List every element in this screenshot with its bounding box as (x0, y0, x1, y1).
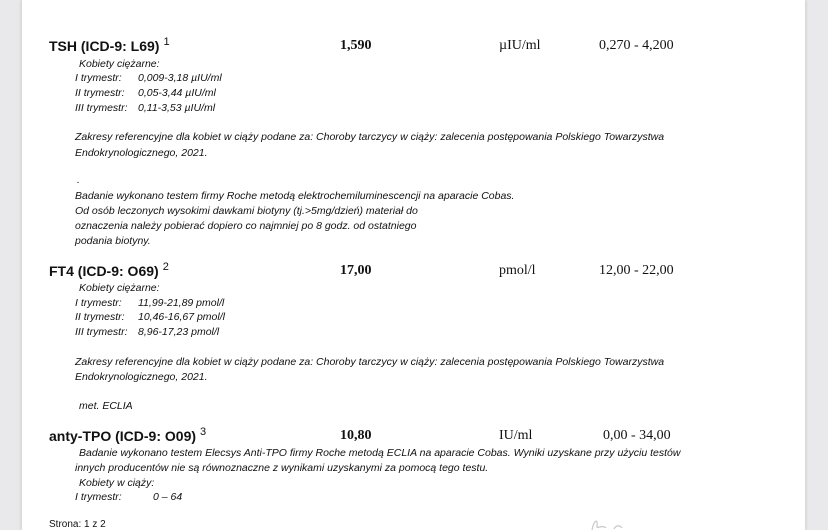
method-note-line: oznaczenia należy pobierać dopiero co najmniej po 8 godz. od ostatniego (75, 220, 417, 232)
signature-fragment (588, 516, 628, 530)
reference-note-line: Zakresy referencyjne dla kobiet w ciąży podane za: Choroby tarczycy w ciąży: zalecenia postępowania Polskiego Towarzystwa (75, 356, 665, 368)
reference-range: 0,00 - 34,00 (603, 428, 671, 443)
test-value: 1,590 (340, 38, 372, 53)
trimester-label: I trymestr: (75, 297, 122, 309)
test-name-tsh: TSH (ICD-9: L69) $^1$ (49, 36, 170, 54)
test-unit: IU/ml (499, 428, 533, 443)
trimester-value: 0 – 64 (153, 491, 183, 503)
method-note-line: Badanie wykonano testem Elecsys Anti-TPO firmy Roche metodą ECLIA na aparacie Cobas. Wyniki uzyskane przy użyciu testów (79, 447, 681, 459)
trimester-label: III trymestr: (75, 102, 128, 114)
trimester-label: II trymestr: (75, 87, 125, 99)
pregnancy-header: Kobiety ciężarne: (79, 58, 160, 70)
method-note-line: innych producentów nie są równoznaczne z wynikami uzyskanymi za pomocą tego testu. (75, 462, 489, 474)
trimester-label: I trymestr: (75, 72, 122, 84)
test-name-ft4: FT4 (ICD-9: O69) $^2$ (49, 261, 169, 279)
method-note-line: Od osób leczonych wysokimi dawkami biotyny (tj.>5mg/dzień) materiał do (75, 205, 418, 217)
trimester-value: 0,05-3,44 µIU/ml (138, 87, 216, 99)
trimester-value: 8,96-17,23 pmol/l (138, 326, 220, 338)
trimester-value: 0,009-3,18 µIU/ml (138, 72, 222, 84)
test-unit: pmol/l (499, 263, 536, 278)
method-label: met. ECLIA (79, 400, 133, 412)
test-name-anty-tpo: anty-TPO (ICD-9: O09) $^3$ (49, 426, 207, 444)
method-note-line: Badanie wykonano testem firmy Roche metodą elektrochemiluminescencji na aparacie Cobas. (75, 190, 515, 202)
test-unit: µIU/ml (499, 38, 541, 53)
trimester-value: 11,99-21,89 pmol/l (138, 297, 225, 309)
reference-note-line: Zakresy referencyjne dla kobiet w ciąży podane za: Choroby tarczycy w ciąży: zalecenia postępowania Polskiego Towarzystwa (75, 131, 665, 143)
test-value: 17,00 (340, 263, 372, 278)
reference-note-line: Endokrynologicznego, 2021. (75, 371, 208, 383)
footnote-marker: 2 (162, 261, 169, 273)
reference-range: 12,00 - 22,00 (599, 263, 674, 278)
trimester-value: 0,11-3,53 µIU/ml (138, 102, 216, 114)
pregnancy-header: Kobiety ciężarne: (79, 282, 160, 294)
reference-range: 0,270 - 4,200 (599, 38, 674, 53)
trimester-value: 10,46-16,67 pmol/l (138, 311, 225, 323)
pregnancy-header: Kobiety w ciąży: (79, 477, 155, 489)
method-note-line: podania biotyny. (75, 235, 151, 247)
trimester-label: II trymestr: (75, 311, 125, 323)
trimester-label: III trymestr: (75, 326, 128, 338)
test-value: 10,80 (340, 428, 372, 443)
reference-note-line: Endokrynologicznego, 2021. (75, 147, 208, 159)
page-number: Strona: 1 z 2 (49, 519, 106, 530)
footnote-marker: 3 (200, 426, 207, 438)
trimester-label: I trymestr: (75, 491, 122, 503)
footnote-marker: 1 (163, 36, 170, 48)
dot-mark: . (77, 174, 80, 186)
